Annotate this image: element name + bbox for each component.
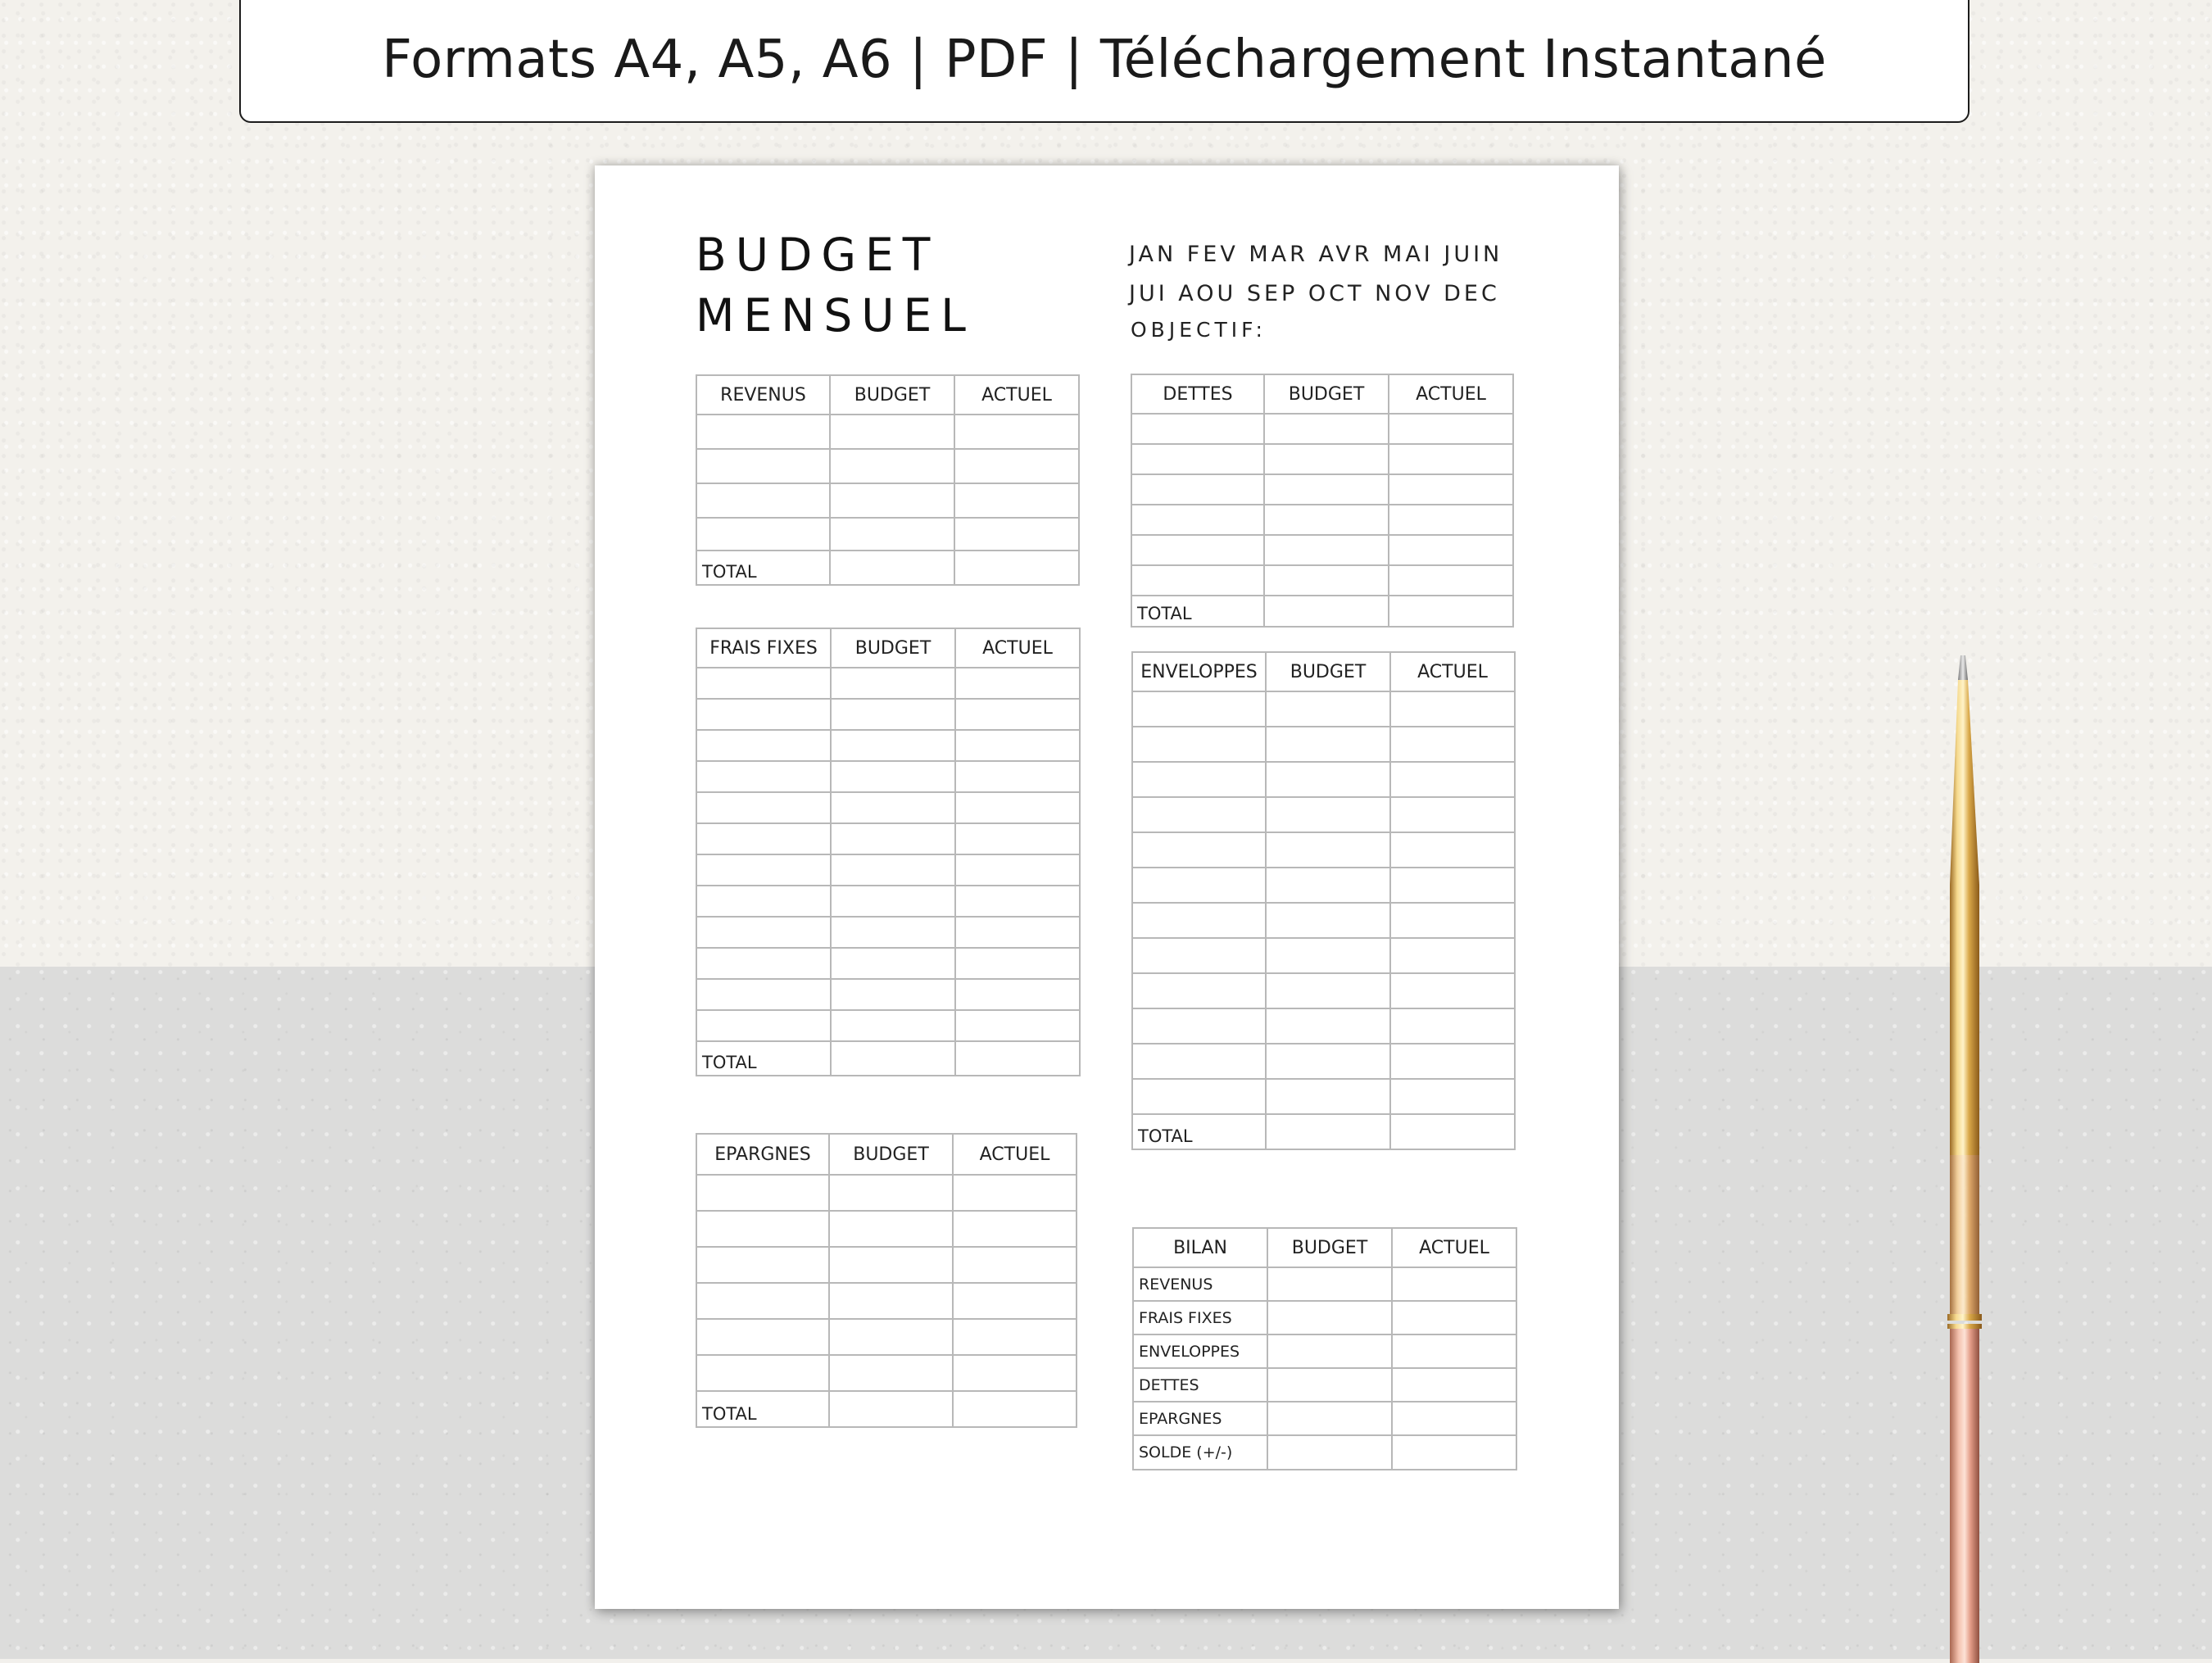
cell[interactable] — [1390, 727, 1515, 762]
table-row — [696, 1283, 1077, 1319]
cell[interactable] — [1389, 565, 1513, 596]
cell[interactable] — [1266, 903, 1390, 938]
table-row — [1131, 474, 1513, 505]
epargnes-header-actuel: ACTUEL — [953, 1134, 1077, 1175]
cell[interactable] — [1389, 444, 1513, 474]
cell[interactable] — [696, 730, 831, 761]
dettes-header-budget: BUDGET — [1264, 374, 1389, 414]
banner-text: Formats A4, A5, A6 | PDF | Téléchargement Instantané — [382, 29, 1827, 90]
epargnes-header-budget: BUDGET — [829, 1134, 953, 1175]
cell[interactable] — [954, 449, 1079, 483]
bilan-label-epargnes: EPARGNES — [1133, 1402, 1267, 1435]
table-row — [696, 886, 1080, 917]
cell[interactable] — [1132, 1079, 1266, 1114]
cell[interactable] — [1389, 535, 1513, 565]
table-row — [1131, 535, 1513, 565]
cell[interactable] — [696, 518, 830, 551]
cell[interactable] — [696, 449, 830, 483]
objectif-label: OBJECTIF: — [1131, 318, 1267, 342]
dettes-table — [1131, 374, 1514, 628]
bilan-label-dettes: DETTES — [1133, 1368, 1267, 1402]
cell[interactable] — [1132, 691, 1266, 727]
cell[interactable] — [954, 483, 1079, 518]
frais-fixes-total-label: TOTAL — [696, 1041, 831, 1076]
dettes-header-actuel: ACTUEL — [1389, 374, 1513, 414]
bilan-header-actuel: ACTUEL — [1392, 1228, 1516, 1267]
bilan-label-solde: SOLDE (+/-) — [1133, 1435, 1267, 1470]
cell[interactable] — [1266, 727, 1390, 762]
cell[interactable] — [1131, 535, 1264, 565]
cell[interactable] — [831, 948, 955, 979]
pen-illustration — [1943, 655, 1986, 1663]
title-line-1: BUDGET — [696, 229, 940, 281]
table-row — [696, 1175, 1077, 1211]
table-row — [1132, 762, 1515, 797]
cell[interactable] — [1266, 868, 1390, 903]
cell[interactable] — [1264, 505, 1389, 535]
cell[interactable] — [1266, 691, 1390, 727]
cell[interactable] — [831, 979, 955, 1010]
cell[interactable] — [955, 668, 1080, 699]
table-row — [696, 699, 1080, 730]
cell[interactable] — [831, 854, 955, 886]
cell[interactable] — [1267, 1435, 1392, 1470]
bilan-row-frais-fixes — [1133, 1301, 1516, 1334]
cell[interactable] — [829, 1319, 953, 1355]
cell[interactable] — [696, 792, 831, 823]
cell[interactable] — [830, 415, 954, 449]
cell[interactable] — [1266, 973, 1390, 1008]
cell[interactable] — [1389, 505, 1513, 535]
cell[interactable] — [1132, 1008, 1266, 1044]
cell[interactable] — [1266, 832, 1390, 868]
cell[interactable] — [696, 823, 831, 854]
cell[interactable] — [1132, 797, 1266, 832]
bilan-label-enveloppes: ENVELOPPES — [1133, 1334, 1267, 1368]
cell[interactable] — [1389, 414, 1513, 444]
cell[interactable] — [1267, 1267, 1392, 1301]
cell[interactable] — [696, 1211, 829, 1247]
epargnes-total-label: TOTAL — [696, 1391, 829, 1427]
cell[interactable] — [831, 823, 955, 854]
cell[interactable] — [829, 1391, 953, 1427]
cell[interactable] — [1264, 535, 1389, 565]
bilan-label-frais-fixes: FRAIS FIXES — [1133, 1301, 1267, 1334]
table-row — [1131, 565, 1513, 596]
cell[interactable] — [696, 886, 831, 917]
cell[interactable] — [1264, 596, 1389, 627]
table-row — [696, 518, 1079, 551]
sheet-title — [696, 224, 975, 346]
cell[interactable] — [953, 1355, 1077, 1391]
enveloppes-total-label: TOTAL — [1132, 1114, 1266, 1149]
bilan-row-epargnes — [1133, 1402, 1516, 1435]
cell[interactable] — [1131, 474, 1264, 505]
table-row — [1132, 1044, 1515, 1079]
cell[interactable] — [830, 551, 954, 585]
bilan-row-dettes — [1133, 1368, 1516, 1402]
cell[interactable] — [696, 699, 831, 730]
table-row — [1132, 1079, 1515, 1114]
cell[interactable] — [955, 886, 1080, 917]
table-row — [1132, 868, 1515, 903]
cell[interactable] — [1132, 1044, 1266, 1079]
cell[interactable] — [830, 449, 954, 483]
enveloppes-header-budget: BUDGET — [1266, 652, 1390, 691]
cell[interactable] — [1267, 1368, 1392, 1402]
table-row — [1132, 973, 1515, 1008]
cell[interactable] — [1266, 797, 1390, 832]
table-row — [1132, 903, 1515, 938]
cell[interactable] — [696, 1247, 829, 1283]
cell[interactable] — [696, 1010, 831, 1041]
table-row — [696, 668, 1080, 699]
bilan-header-category: BILAN — [1133, 1228, 1267, 1267]
cell[interactable] — [1264, 565, 1389, 596]
table-row — [696, 415, 1079, 449]
cell[interactable] — [955, 948, 1080, 979]
cell[interactable] — [831, 1010, 955, 1041]
table-row — [696, 792, 1080, 823]
cell[interactable] — [1390, 1079, 1515, 1114]
cell[interactable] — [955, 699, 1080, 730]
cell[interactable] — [953, 1391, 1077, 1427]
revenus-header-category: REVENUS — [696, 375, 830, 415]
table-row — [1132, 727, 1515, 762]
cell[interactable] — [953, 1283, 1077, 1319]
cell[interactable] — [831, 886, 955, 917]
cell[interactable] — [831, 761, 955, 792]
cell[interactable] — [1132, 868, 1266, 903]
cell[interactable] — [1132, 762, 1266, 797]
frais-fixes-header-budget: BUDGET — [831, 628, 955, 668]
cell[interactable] — [955, 761, 1080, 792]
cell[interactable] — [831, 792, 955, 823]
table-row — [1131, 505, 1513, 535]
cell[interactable] — [696, 979, 831, 1010]
cell[interactable] — [1266, 762, 1390, 797]
cell[interactable] — [831, 699, 955, 730]
table-row — [696, 483, 1079, 518]
table-row — [696, 449, 1079, 483]
cell[interactable] — [696, 415, 830, 449]
table-row — [696, 1010, 1080, 1041]
cell[interactable] — [1392, 1301, 1516, 1334]
budget-sheet — [595, 165, 1619, 1609]
cell[interactable] — [1266, 1044, 1390, 1079]
cell[interactable] — [1132, 832, 1266, 868]
total-row — [696, 1391, 1077, 1427]
cell[interactable] — [1390, 938, 1515, 973]
cell[interactable] — [1390, 691, 1515, 727]
bilan-table — [1132, 1227, 1517, 1470]
cell[interactable] — [953, 1319, 1077, 1355]
table-row — [1132, 1008, 1515, 1044]
cell[interactable] — [830, 518, 954, 551]
table-row — [1132, 691, 1515, 727]
cell[interactable] — [1267, 1301, 1392, 1334]
cell[interactable] — [1267, 1334, 1392, 1368]
cell[interactable] — [1390, 762, 1515, 797]
cell[interactable] — [1266, 938, 1390, 973]
table-row — [696, 917, 1080, 948]
cell[interactable] — [696, 854, 831, 886]
cell[interactable] — [955, 1041, 1080, 1076]
cell[interactable] — [696, 761, 831, 792]
months-line-1: JAN FEV MAR AVR MAI JUIN — [1129, 242, 1503, 267]
table-row — [696, 1319, 1077, 1355]
frais-fixes-header-actuel: ACTUEL — [955, 628, 1080, 668]
cell[interactable] — [1266, 1079, 1390, 1114]
cell[interactable] — [1264, 444, 1389, 474]
revenus-table — [696, 374, 1080, 586]
cell[interactable] — [1392, 1435, 1516, 1470]
cell[interactable] — [1131, 414, 1264, 444]
cell[interactable] — [1392, 1402, 1516, 1435]
cell[interactable] — [1390, 868, 1515, 903]
cell[interactable] — [1264, 414, 1389, 444]
cell[interactable] — [953, 1247, 1077, 1283]
cell[interactable] — [955, 917, 1080, 948]
months-line-2: JUI AOU SEP OCT NOV DEC — [1129, 281, 1500, 306]
cell[interactable] — [696, 1355, 829, 1391]
cell[interactable] — [953, 1211, 1077, 1247]
frais-fixes-table — [696, 628, 1081, 1076]
cell[interactable] — [1131, 444, 1264, 474]
cell[interactable] — [1389, 596, 1513, 627]
table-row — [696, 1211, 1077, 1247]
cell[interactable] — [1132, 973, 1266, 1008]
cell[interactable] — [954, 518, 1079, 551]
table-row — [696, 948, 1080, 979]
enveloppes-header-category: ENVELOPPES — [1132, 652, 1266, 691]
cell[interactable] — [954, 551, 1079, 585]
revenus-total-label: TOTAL — [696, 551, 830, 585]
total-row — [696, 551, 1079, 585]
cell[interactable] — [829, 1283, 953, 1319]
cell[interactable] — [955, 730, 1080, 761]
cell[interactable] — [831, 917, 955, 948]
cell[interactable] — [1132, 727, 1266, 762]
cell[interactable] — [830, 483, 954, 518]
cell[interactable] — [1131, 565, 1264, 596]
revenus-header-actuel: ACTUEL — [954, 375, 1079, 415]
cell[interactable] — [1390, 1114, 1515, 1149]
cell[interactable] — [696, 917, 831, 948]
frais-fixes-header-category: FRAIS FIXES — [696, 628, 831, 668]
cell[interactable] — [1390, 1008, 1515, 1044]
dettes-total-label: TOTAL — [1131, 596, 1264, 627]
table-row — [1132, 832, 1515, 868]
cell[interactable] — [696, 483, 830, 518]
cell[interactable] — [1392, 1267, 1516, 1301]
cell[interactable] — [1390, 903, 1515, 938]
cell[interactable] — [953, 1175, 1077, 1211]
table-row — [1131, 444, 1513, 474]
cell[interactable] — [1390, 797, 1515, 832]
month-selector — [1129, 235, 1503, 314]
total-row — [1131, 596, 1513, 627]
epargnes-header-category: EPARGNES — [696, 1134, 829, 1175]
cell[interactable] — [831, 668, 955, 699]
table-row — [1132, 797, 1515, 832]
cell[interactable] — [1132, 903, 1266, 938]
table-row — [1132, 938, 1515, 973]
table-row — [696, 761, 1080, 792]
cell[interactable] — [955, 1010, 1080, 1041]
cell[interactable] — [1392, 1368, 1516, 1402]
title-line-2: MENSUEL — [696, 289, 975, 342]
cell[interactable] — [955, 979, 1080, 1010]
cell[interactable] — [696, 1175, 829, 1211]
format-banner — [239, 0, 1969, 123]
cell[interactable] — [1390, 1044, 1515, 1079]
cell[interactable] — [1132, 938, 1266, 973]
cell[interactable] — [829, 1211, 953, 1247]
cell[interactable] — [954, 415, 1079, 449]
table-row — [696, 1247, 1077, 1283]
dettes-header-category: DETTES — [1131, 374, 1264, 414]
cell[interactable] — [1389, 474, 1513, 505]
table-row — [696, 730, 1080, 761]
cell[interactable] — [955, 823, 1080, 854]
cell[interactable] — [1266, 1008, 1390, 1044]
cell[interactable] — [1267, 1402, 1392, 1435]
revenus-header-budget: BUDGET — [830, 375, 954, 415]
cell[interactable] — [696, 948, 831, 979]
bilan-row-enveloppes — [1133, 1334, 1516, 1368]
cell[interactable] — [829, 1247, 953, 1283]
enveloppes-header-actuel: ACTUEL — [1390, 652, 1515, 691]
cell[interactable] — [1392, 1334, 1516, 1368]
table-row — [696, 1355, 1077, 1391]
cell[interactable] — [1390, 832, 1515, 868]
cell[interactable] — [829, 1355, 953, 1391]
epargnes-table — [696, 1133, 1077, 1428]
cell[interactable] — [696, 668, 831, 699]
cell[interactable] — [831, 730, 955, 761]
bilan-row-revenus — [1133, 1267, 1516, 1301]
bilan-header-budget: BUDGET — [1267, 1228, 1392, 1267]
table-row — [696, 979, 1080, 1010]
cell[interactable] — [696, 1319, 829, 1355]
table-row — [696, 823, 1080, 854]
enveloppes-table — [1131, 651, 1516, 1150]
cell[interactable] — [1266, 1114, 1390, 1149]
table-row — [696, 854, 1080, 886]
total-row — [696, 1041, 1080, 1076]
bilan-label-revenus: REVENUS — [1133, 1267, 1267, 1301]
cell[interactable] — [1131, 505, 1264, 535]
cell[interactable] — [955, 854, 1080, 886]
cell[interactable] — [829, 1175, 953, 1211]
cell[interactable] — [831, 1041, 955, 1076]
cell[interactable] — [955, 792, 1080, 823]
total-row — [1132, 1114, 1515, 1149]
table-row — [1131, 414, 1513, 444]
cell[interactable] — [696, 1283, 829, 1319]
bilan-row-solde — [1133, 1435, 1516, 1470]
cell[interactable] — [1264, 474, 1389, 505]
cell[interactable] — [1390, 973, 1515, 1008]
